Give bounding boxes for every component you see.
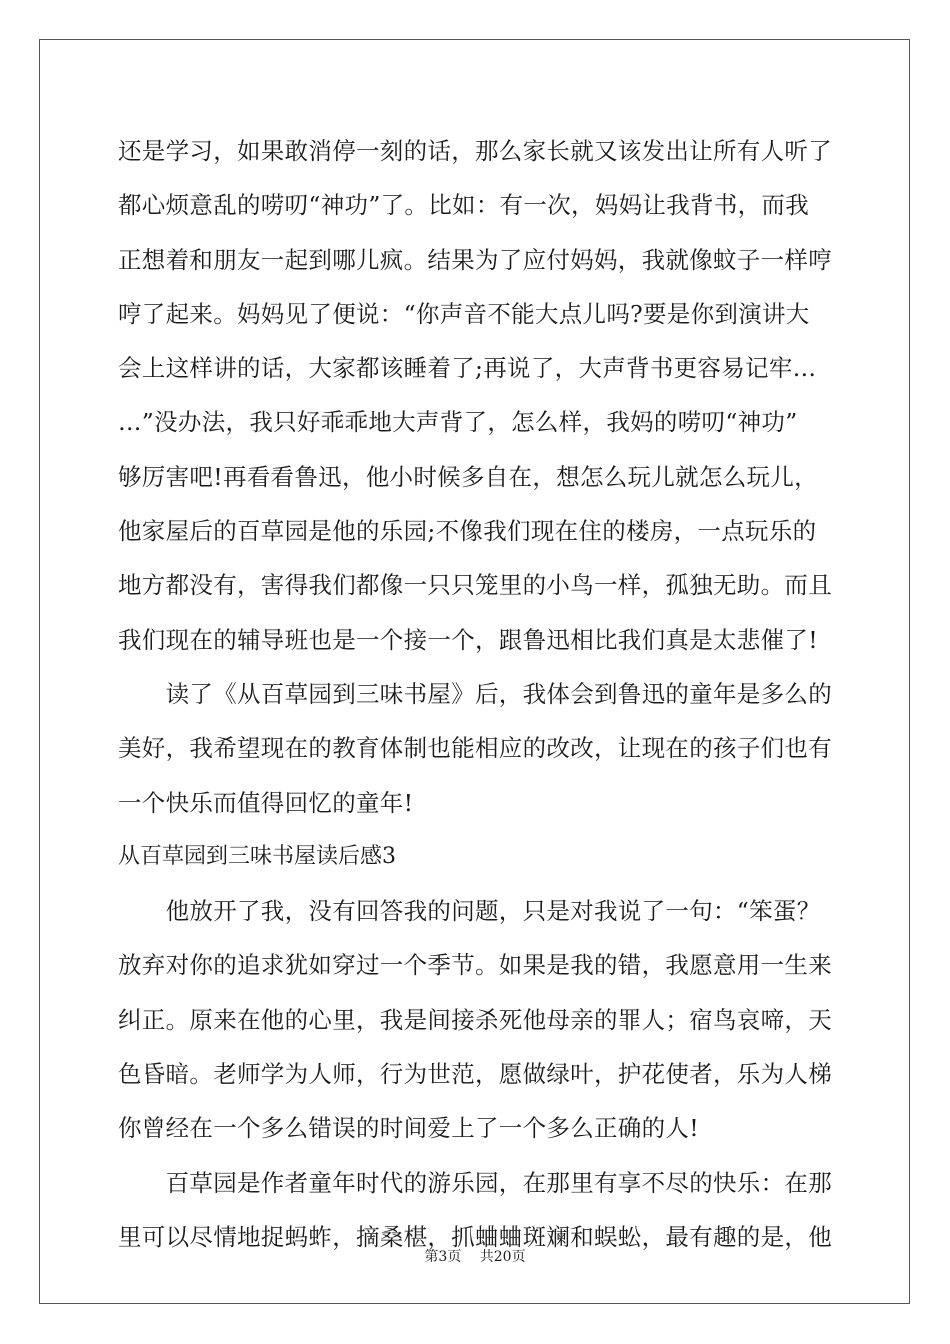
text-line: 还是学习，如果敢消停一刻的话，那么家长就又该发出让所有人听了 bbox=[118, 137, 832, 165]
text-line: 都心烦意乱的唠叨“神功”了。比如：有一次，妈妈让我背书，而我 bbox=[118, 191, 810, 220]
text-line: 他家屋后的百草园是他的乐园;不像我们现在住的楼房，一点玩乐的 bbox=[118, 517, 817, 546]
text-line: 纠正。原来在他的心里，我是间接杀死他母亲的罪人；宿鸟哀啼，天 bbox=[118, 1005, 832, 1034]
text-line: 放弃对你的追求犹如穿过一个季节。如果是我的错，我愿意用一生来 bbox=[118, 951, 832, 980]
text-line: 哼了起来。妈妈见了便说：“你声音不能大点儿吗?要是你到演讲大 bbox=[118, 299, 810, 328]
text-line: 色昏暗。老师学为人师，行为世范，愿做绿叶，护花使者，乐为人梯 bbox=[118, 1060, 832, 1089]
document-body bbox=[118, 124, 838, 1264]
text-line: 美好，我希望现在的教育体制也能相应的改改，让现在的孩子们也有 bbox=[118, 734, 832, 763]
text-line: 正想着和朋友一起到哪儿疯。结果为了应付妈妈，我就像蚊子一样哼 bbox=[118, 245, 832, 274]
paragraph-start-line: 读了《从百草园到三味书屋》后，我体会到鲁迅的童年是多么的 bbox=[118, 679, 832, 708]
paragraph-start-line: 他放开了我，没有回答我的问题，只是对我说了一句：“笨蛋？ bbox=[118, 897, 821, 926]
text-line: 里可以尽情地捉蚂蚱，摘桑椹，抓蛐蛐斑斓和蜈蚣，最有趣的是，他 bbox=[118, 1222, 832, 1251]
section-heading: 从百草园到三味书屋读后感3 bbox=[118, 843, 396, 869]
text-line: 地方都没有，害得我们都像一只只笼里的小鸟一样，孤独无助。而且 bbox=[118, 571, 832, 600]
paragraph-start-line: 百草园是作者童年时代的游乐园，在那里有享不尽的快乐：在那 bbox=[118, 1168, 832, 1197]
text-line: 你曾经在一个多么错误的时间爱上了一个多么正确的人! bbox=[118, 1114, 699, 1143]
page-footer: 第3页 共20页 bbox=[424, 1249, 526, 1265]
text-line: …”没办法，我只好乖乖地大声背了，怎么样，我妈的唠叨“神功” bbox=[118, 408, 798, 437]
text-line: 我们现在的辅导班也是一个接一个，跟鲁迅相比我们真是太悲催了! bbox=[118, 625, 818, 654]
text-line: 够厉害吧!再看看鲁迅，他小时候多自在，想怎么玩儿就怎么玩儿， bbox=[118, 462, 818, 491]
text-line: 一个快乐而值得回忆的童年! bbox=[118, 788, 414, 817]
text-line: 会上这样讲的话，大家都该睡着了;再说了，大声背书更容易记牢… bbox=[118, 354, 817, 383]
